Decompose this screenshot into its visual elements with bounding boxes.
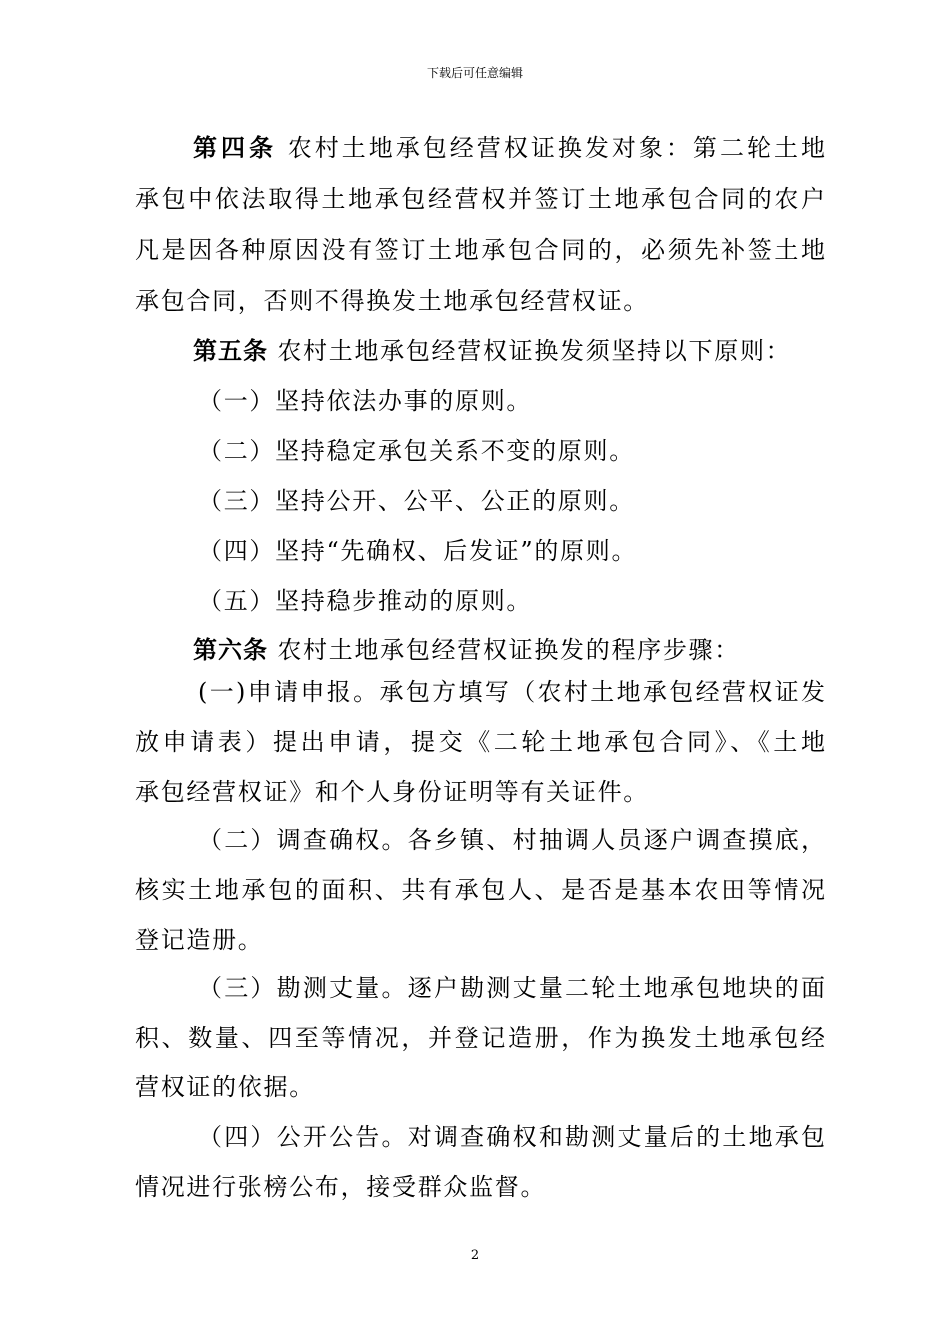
step1-line-3: 承包经营权证》和个人身份证明等有关证件。 — [135, 778, 649, 806]
step2-line-2: 核实土地承包的面积、共有承包人、是否是基本农田等情况 — [135, 876, 825, 904]
principle-item: （二）坚持稳定承包关系不变的原则。 — [198, 437, 635, 465]
principle-item: （五）坚持稳步推动的原则。 — [198, 587, 533, 615]
article5-heading: 第五条 — [193, 336, 268, 365]
article4-line-4: 承包合同，否则不得换发土地承包经营权证。 — [135, 287, 649, 315]
step1-line-2: 放申请表）提出申请，提交《二轮土地承包合同》、《土地 — [135, 728, 825, 756]
article6-heading: 第六条 — [193, 635, 268, 664]
article4-line-3: 凡是因各种原因没有签订土地承包合同的，必须先补签土地 — [135, 236, 825, 264]
article6-intro: 农村土地承包经营权证换发的程序步骤： — [277, 636, 740, 664]
step4-line-1: （四）公开公告。对调查确权和勘测丈量后的土地承包 — [198, 1123, 825, 1151]
step2-line-3: 登记造册。 — [135, 926, 264, 954]
principle-item: （四）坚持“先确权、后发证”的原则。 — [198, 537, 638, 565]
article5-intro: 农村土地承包经营权证换发须坚持以下原则： — [277, 337, 792, 365]
header-note: 下载后可任意编辑 — [426, 66, 523, 80]
step3-line-1: （三）勘测丈量。逐户勘测丈量二轮土地承包地块的面 — [198, 974, 825, 1002]
article4-line-1 — [193, 133, 825, 163]
step2-line-1: （二）调查确权。各乡镇、村抽调人员逐户调查摸底， — [198, 826, 825, 854]
principle-item: （一）坚持依法办事的原则。 — [198, 387, 533, 415]
article6-line — [193, 635, 825, 665]
step1-line-1: (一)申请申报。承包方填写（农村土地承包经营权证发 — [198, 678, 825, 706]
step4-line-2: 情况进行张榜公布，接受群众监督。 — [135, 1173, 547, 1201]
article4-text: 农村土地承包经营权证换发对象：第二轮土地 — [287, 134, 825, 162]
step3-line-3: 营权证的依据。 — [135, 1073, 315, 1101]
principle-item: （三）坚持公开、公平、公正的原则。 — [198, 487, 635, 515]
article5-line — [193, 336, 825, 366]
article4-heading: 第四条 — [193, 133, 278, 162]
article4-line-2: 承包中依法取得土地承包经营权并签订土地承包合同的农户 — [135, 185, 825, 213]
page-number: 2 — [470, 1248, 480, 1263]
step3-line-2: 积、数量、四至等情况，并登记造册，作为换发土地承包经 — [135, 1024, 825, 1052]
